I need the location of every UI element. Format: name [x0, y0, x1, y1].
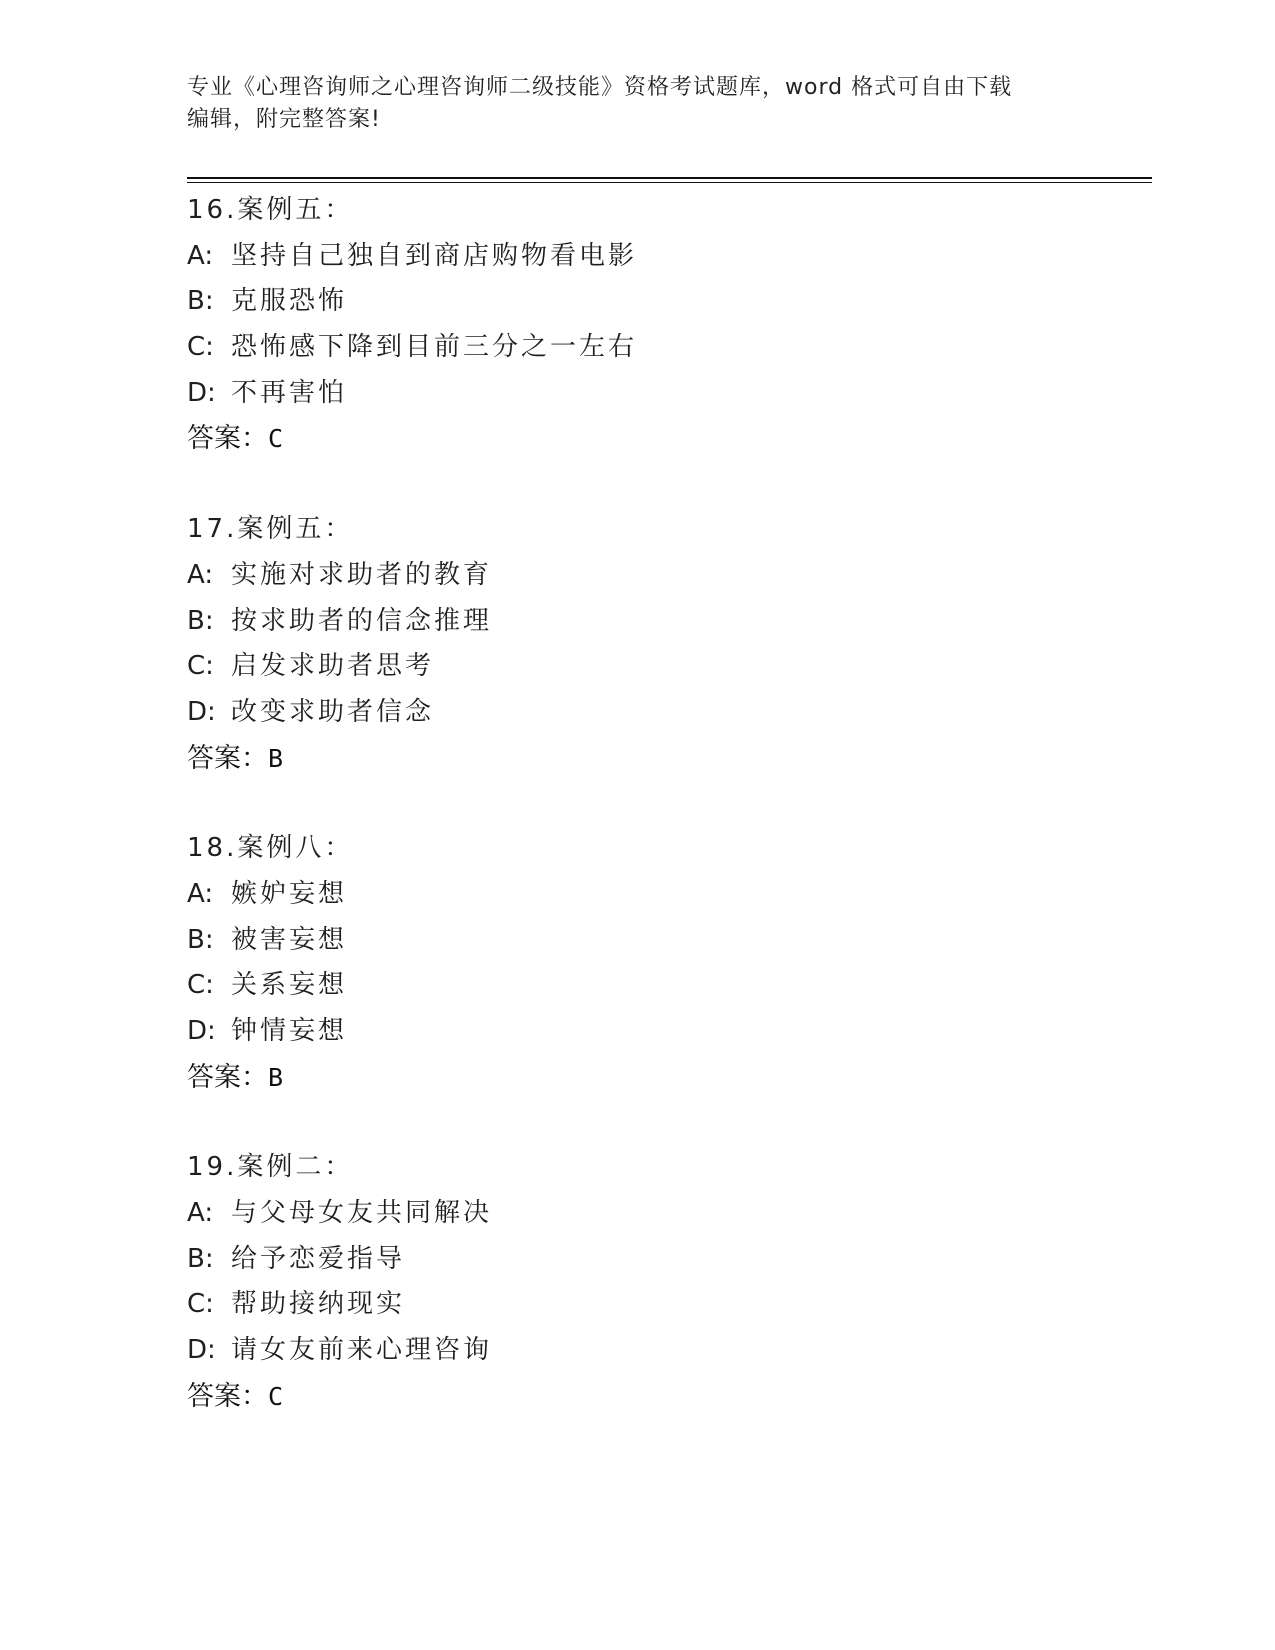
option-text: 不再害怕 [231, 377, 348, 408]
option-label: B: [187, 286, 214, 317]
option-d [187, 1009, 1147, 1055]
option-label: A: [187, 1198, 214, 1229]
option-text: 坚持自己独自到商店购物看电影 [231, 240, 638, 271]
option-c [187, 325, 1147, 371]
option-text: 克服恐怖 [231, 286, 348, 317]
document-header [187, 72, 1087, 136]
option-label: A: [187, 559, 214, 590]
answer-line [187, 736, 1147, 782]
option-label: A: [187, 878, 214, 909]
option-label: B: [187, 605, 214, 636]
option-text: 嫉妒妄想 [231, 878, 348, 909]
answer-value: B [268, 743, 284, 773]
option-c [187, 1282, 1147, 1328]
option-label: C: [187, 651, 214, 682]
header-line-1: 专业《心理咨询师之心理咨询师二级技能》资格考试题库，word 格式可自由下载 [187, 75, 1013, 100]
question-18 [187, 826, 1147, 1100]
answer-line [187, 1055, 1147, 1101]
option-b [187, 599, 1147, 645]
question-19 [187, 1145, 1147, 1419]
option-a [187, 553, 1147, 599]
option-text: 启发求助者思考 [231, 651, 435, 682]
option-label: B: [187, 1243, 214, 1274]
answer-value: C [268, 424, 284, 454]
answer-label: 答案： [187, 742, 268, 774]
option-a [187, 234, 1147, 280]
option-text: 与父母女友共同解决 [231, 1198, 493, 1229]
question-16 [187, 188, 1147, 462]
option-c [187, 963, 1147, 1009]
option-label: C: [187, 1289, 214, 1320]
option-label: C: [187, 970, 214, 1001]
option-text: 实施对求助者的教育 [231, 559, 493, 590]
question-list [187, 188, 1147, 1420]
question-title: 16.案例五： [187, 195, 354, 225]
answer-line [187, 416, 1147, 462]
header-divider-thick [187, 177, 1152, 179]
header-divider-thin [187, 182, 1152, 183]
option-b [187, 1237, 1147, 1283]
option-label: A: [187, 240, 214, 271]
option-c [187, 644, 1147, 690]
option-d [187, 371, 1147, 417]
answer-label: 答案： [187, 423, 268, 455]
option-label: B: [187, 924, 214, 955]
answer-value: C [268, 1381, 284, 1411]
question-title: 17.案例五： [187, 514, 354, 545]
option-text: 钟情妄想 [231, 1016, 348, 1046]
option-d [187, 690, 1147, 736]
option-text: 请女友前来心理咨询 [231, 1335, 493, 1366]
option-b [187, 918, 1147, 964]
answer-value: B [268, 1062, 284, 1092]
answer-line [187, 1374, 1147, 1420]
option-text: 被害妄想 [231, 924, 348, 955]
answer-label: 答案： [187, 1061, 268, 1093]
option-text: 帮助接纳现实 [231, 1289, 406, 1320]
question-title: 19.案例二： [187, 1152, 354, 1183]
option-text: 按求助者的信念推理 [231, 605, 493, 636]
option-label: D: [187, 696, 216, 727]
option-label: D: [187, 377, 216, 408]
option-text: 改变求助者信念 [231, 696, 435, 727]
option-a [187, 872, 1147, 918]
option-label: C: [187, 332, 214, 363]
question-17 [187, 507, 1147, 781]
header-line-2: 编辑，附完整答案! [187, 107, 381, 132]
option-text: 恐怖感下降到目前三分之一左右 [231, 332, 638, 363]
question-title: 18.案例八： [187, 833, 354, 864]
option-label: D: [187, 1016, 216, 1046]
option-d [187, 1328, 1147, 1374]
option-text: 给予恋爱指导 [231, 1243, 406, 1274]
option-b [187, 279, 1147, 325]
answer-label: 答案： [187, 1380, 268, 1412]
option-label: D: [187, 1335, 216, 1366]
option-a [187, 1191, 1147, 1237]
option-text: 关系妄想 [231, 970, 348, 1001]
